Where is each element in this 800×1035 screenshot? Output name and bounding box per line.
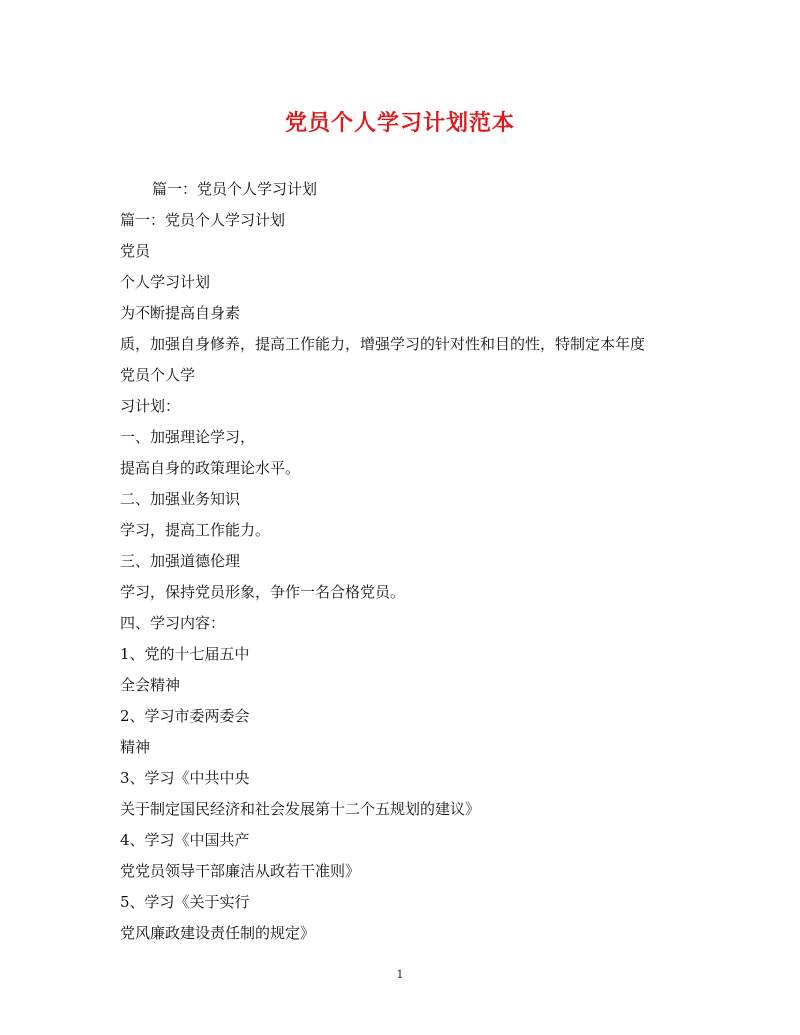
body-line: 质，加强自身修养，提高工作能力，增强学习的针对性和目的性，特制定本年度 — [120, 335, 646, 353]
body-line: 1、党的十七届五中 — [120, 645, 250, 663]
body-line: 党风廉政建设责任制的规定》 — [120, 924, 316, 942]
body-line: 二、加强业务知识 — [120, 490, 241, 508]
body-line: 为不断提高自身素 — [120, 304, 241, 322]
body-line: 习计划： — [120, 397, 181, 415]
page-number: 1 — [396, 968, 404, 981]
body-line: 3、学习《中共中央 — [120, 769, 250, 787]
body-line: 学习，提高工作能力。 — [120, 521, 271, 539]
body-line: 学习，保持党员形象，争作一名合格党员。 — [120, 583, 406, 601]
body-line: 一、加强理论学习， — [120, 428, 256, 446]
body-line: 党员个人学 — [120, 366, 196, 384]
body-line: 提高自身的政策理论水平。 — [120, 459, 301, 477]
body-line: 党党员领导干部廉洁从政若干准则》 — [120, 862, 361, 880]
body-line: 四、学习内容： — [120, 614, 226, 632]
body-line: 个人学习计划 — [120, 273, 211, 291]
body-line: 全会精神 — [120, 676, 181, 694]
document-title: 党员个人学习计划范本 — [284, 111, 515, 136]
body-line: 三、加强道德伦理 — [120, 552, 241, 570]
body-line: 4、学习《中国共产 — [120, 831, 250, 849]
body-line: 精神 — [120, 738, 151, 756]
document-body — [120, 174, 700, 949]
body-line: 5、学习《关于实行 — [120, 893, 250, 911]
body-line: 关于制定国民经济和社会发展第十二个五规划的建议》 — [120, 800, 481, 818]
body-line: 2、学习市委两委会 — [120, 707, 250, 725]
body-line: 篇一：党员个人学习计划 — [120, 211, 286, 229]
body-line: 党员 — [120, 242, 151, 260]
section-heading: 篇一：党员个人学习计划 — [152, 180, 318, 198]
